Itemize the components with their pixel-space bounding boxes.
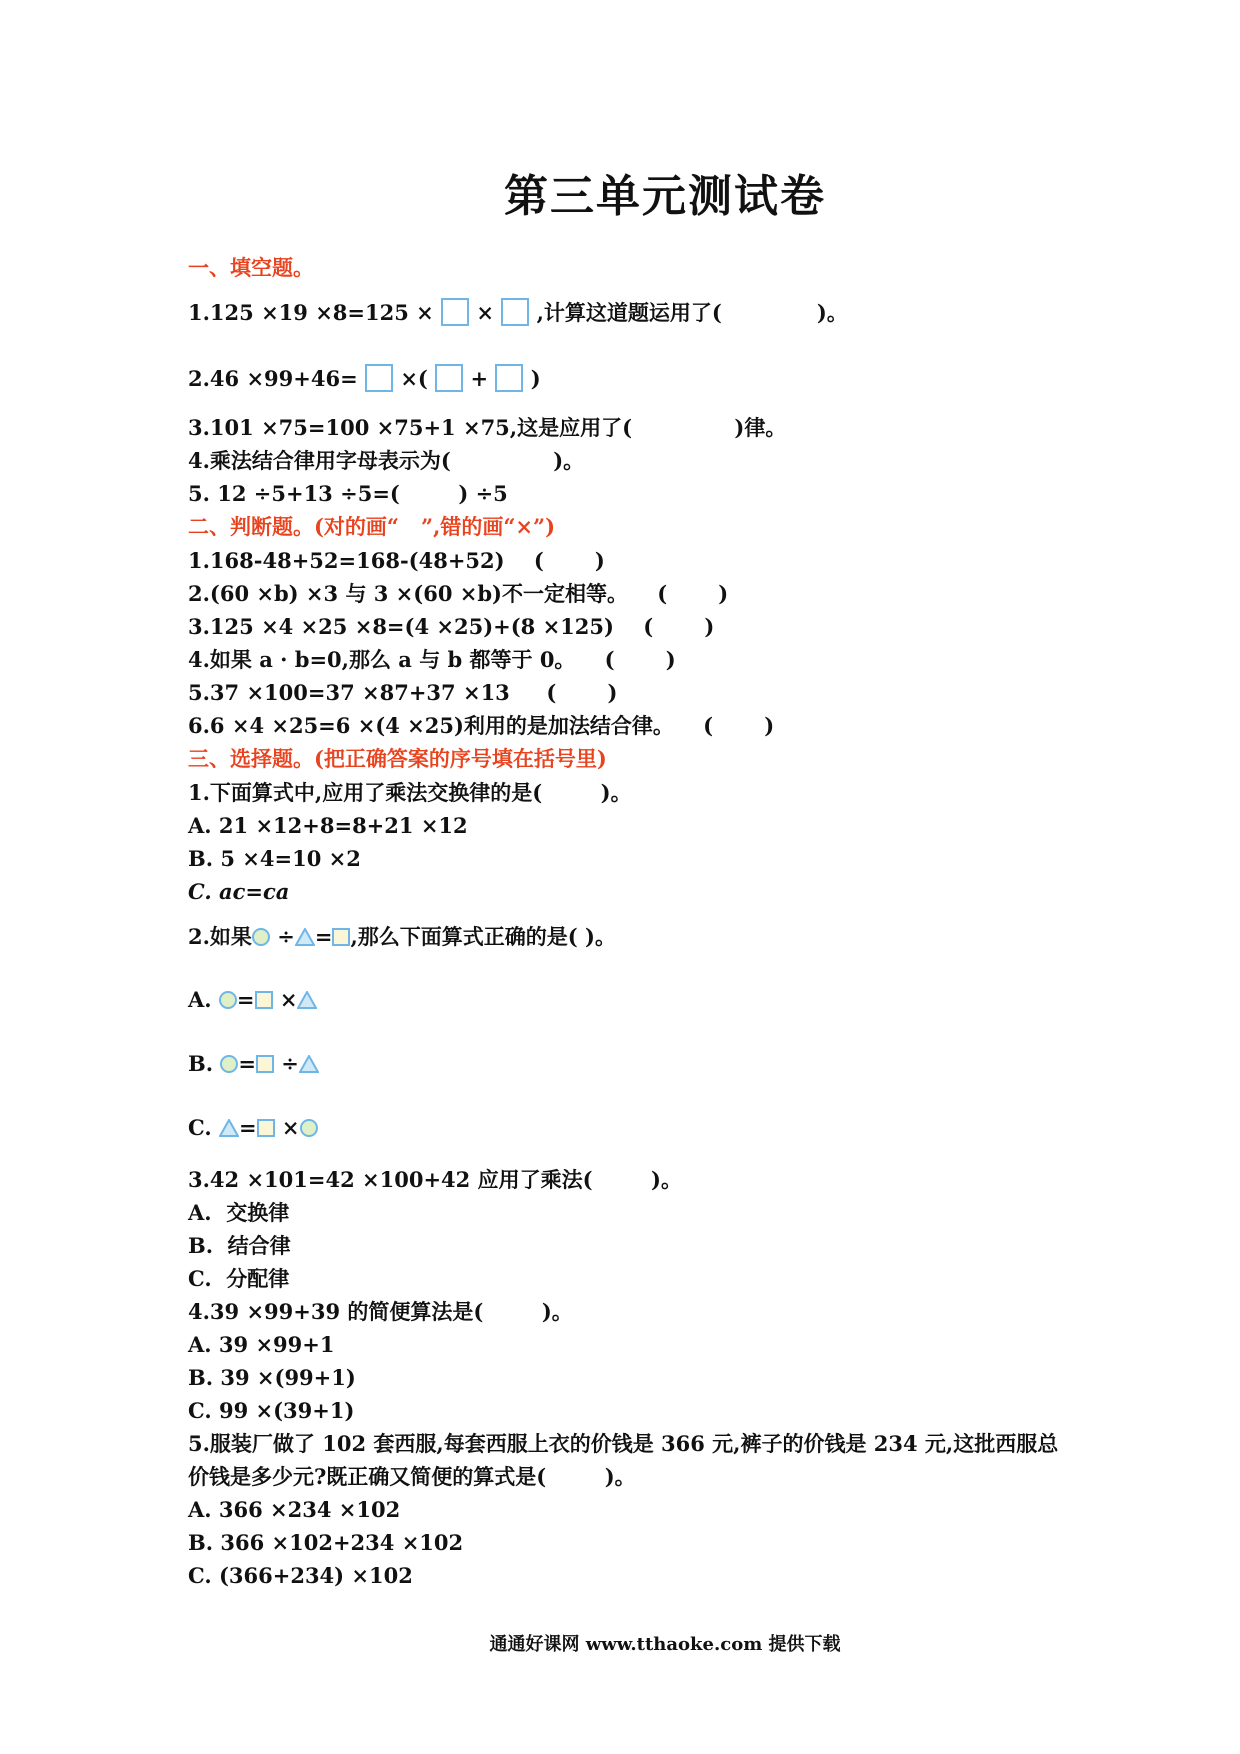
choice-option-shapes: B. = ÷: [188, 1049, 319, 1079]
circle-shape-icon: [252, 928, 270, 946]
choice-option: B. 5 ×4=10 ×2: [188, 846, 361, 871]
choice-question-2: 2.如果 ÷ = ,那么下面算式正确的是( )。: [188, 924, 616, 949]
answer-box[interactable]: [441, 298, 469, 326]
page-title: 第三单元测试卷: [504, 171, 826, 222]
choice-question-1: 1.下面算式中,应用了乘法交换律的是( )。: [188, 780, 632, 805]
choice-option: B. 结合律: [188, 1233, 291, 1258]
circle-shape-icon: [300, 1119, 318, 1137]
fill-blank-question-3: 3.101 ×75=100 ×75+1 ×75,这是应用了( )律。: [188, 415, 787, 440]
square-shape-icon: [256, 1055, 274, 1073]
section-heading-true-false: 二、判断题。(对的画“ ”,错的画“×”): [188, 514, 556, 539]
fill-blank-question-4: 4.乘法结合律用字母表示为( )。: [188, 448, 585, 473]
square-shape-icon: [255, 991, 273, 1009]
square-shape-icon: [257, 1119, 275, 1137]
choice-option: C. 99 ×(39+1): [188, 1398, 355, 1423]
circle-shape-icon: [219, 991, 237, 1009]
choice-option: B. 39 ×(99+1): [188, 1365, 356, 1390]
true-false-item: 5.37 ×100=37 ×87+37 ×13 ( ): [188, 680, 618, 705]
choice-option-shapes: C. = ×: [188, 1113, 318, 1143]
choice-option: A. 21 ×12+8=8+21 ×12: [188, 813, 468, 838]
true-false-item: 6.6 ×4 ×25=6 ×(4 ×25)利用的是加法结合律。 ( ): [188, 713, 775, 738]
circle-shape-icon: [220, 1055, 238, 1073]
true-false-item: 2.(60 ×b) ×3 与 3 ×(60 ×b)不一定相等。 ( ): [188, 581, 729, 606]
footer-download-note: 通通好课网 www.tthaoke.com 提供下载: [489, 1634, 841, 1655]
choice-option: C. (366+234) ×102: [188, 1563, 413, 1588]
section-heading-fill-blank: 一、填空题。: [188, 255, 314, 280]
triangle-shape-icon: [299, 1055, 319, 1073]
choice-option: C. 分配律: [188, 1266, 290, 1291]
true-false-item: 3.125 ×4 ×25 ×8=(4 ×25)+(8 ×125) ( ): [188, 614, 715, 639]
choice-question-5-line-1: 5.服装厂做了 102 套西服,每套西服上衣的价钱是 366 元,裤子的价钱是 234 元,这批西服总: [188, 1431, 1059, 1456]
section-heading-multiple-choice: 三、选择题。(把正确答案的序号填在括号里): [188, 746, 607, 771]
true-false-item: 4.如果 a · b=0,那么 a 与 b 都等于 0。 ( ): [188, 647, 676, 672]
choice-option: A. 交换律: [188, 1200, 290, 1225]
square-shape-icon: [332, 928, 350, 946]
choice-option: A. 366 ×234 ×102: [188, 1497, 401, 1522]
fill-blank-question-5: 5. 12 ÷5+13 ÷5=( ) ÷5: [188, 481, 508, 506]
triangle-shape-icon: [295, 928, 315, 946]
choice-option: B. 366 ×102+234 ×102: [188, 1530, 464, 1555]
fill-blank-question-1: 1.125 ×19 ×8=125 × × ,计算这道题运用了( )。: [188, 300, 848, 325]
triangle-shape-icon: [297, 991, 317, 1009]
true-false-item: 1.168-48+52=168-(48+52) ( ): [188, 548, 605, 573]
answer-box[interactable]: [435, 364, 463, 392]
choice-option-shapes: A. = ×: [188, 985, 317, 1015]
choice-question-5-line-2: 价钱是多少元?既正确又简便的算式是( )。: [188, 1464, 636, 1489]
answer-box[interactable]: [365, 364, 393, 392]
choice-question-4: 4.39 ×99+39 的简便算法是( )。: [188, 1299, 573, 1324]
choice-option: C. ac=ca: [188, 879, 290, 904]
choice-question-3: 3.42 ×101=42 ×100+42 应用了乘法( )。: [188, 1167, 682, 1192]
answer-box[interactable]: [495, 364, 523, 392]
answer-box[interactable]: [501, 298, 529, 326]
fill-blank-question-2: 2.46 ×99+46= ×( + ): [188, 366, 541, 391]
triangle-shape-icon: [219, 1119, 239, 1137]
choice-option: A. 39 ×99+1: [188, 1332, 335, 1357]
